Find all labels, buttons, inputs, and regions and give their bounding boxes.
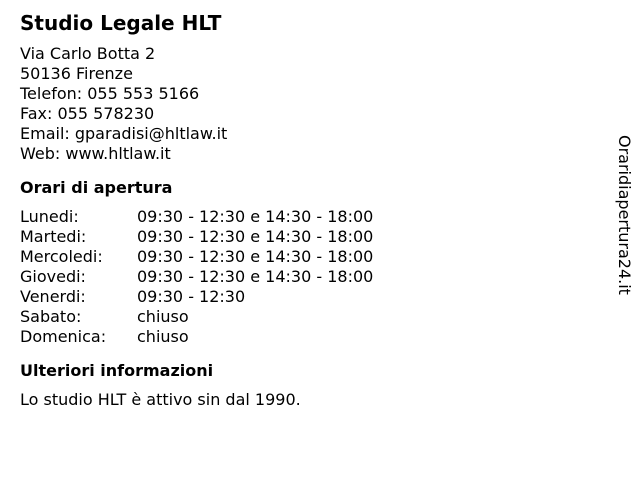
business-name: Studio Legale HLT (20, 11, 222, 35)
day-label: Sabato: (20, 307, 82, 326)
hours-row (20, 207, 373, 227)
business-card (20, 10, 600, 410)
hours-value: 09:30 - 12:30 e 14:30 - 18:00 (137, 247, 374, 266)
day-label: Giovedi: (20, 267, 86, 286)
hours-value: 09:30 - 12:30 e 14:30 - 18:00 (137, 227, 374, 246)
day-label: Martedi: (20, 227, 87, 246)
hours-value: 09:30 - 12:30 (137, 287, 246, 306)
phone-number: Telefon: 055 553 5166 (20, 84, 200, 103)
fax-number: Fax: 055 578230 (20, 104, 155, 123)
site-watermark: Oraridiapertura24.it (615, 135, 634, 295)
hours-row (20, 327, 373, 347)
opening-hours-heading: Orari di apertura (20, 178, 173, 197)
further-info-heading: Ulteriori informazioni (20, 361, 214, 380)
hours-value: 09:30 - 12:30 e 14:30 - 18:00 (137, 267, 374, 286)
opening-hours-table (20, 207, 373, 347)
postal-city: 50136 Firenze (20, 64, 133, 83)
hours-row (20, 307, 373, 327)
hours-row (20, 287, 373, 307)
hours-row (20, 227, 373, 247)
address-block (20, 44, 600, 164)
further-info-text: Lo studio HLT è attivo sin dal 1990. (20, 390, 301, 409)
website-address: Web: www.hltlaw.it (20, 144, 171, 163)
hours-row (20, 267, 373, 287)
hours-row (20, 247, 373, 267)
day-label: Domenica: (20, 327, 107, 346)
street-address: Via Carlo Botta 2 (20, 44, 156, 63)
email-address: Email: gparadisi@hltlaw.it (20, 124, 228, 143)
hours-value: 09:30 - 12:30 e 14:30 - 18:00 (137, 207, 374, 226)
hours-value: chiuso (137, 327, 189, 346)
day-label: Venerdi: (20, 287, 86, 306)
day-label: Lunedi: (20, 207, 79, 226)
day-label: Mercoledi: (20, 247, 103, 266)
hours-value: chiuso (137, 307, 189, 326)
